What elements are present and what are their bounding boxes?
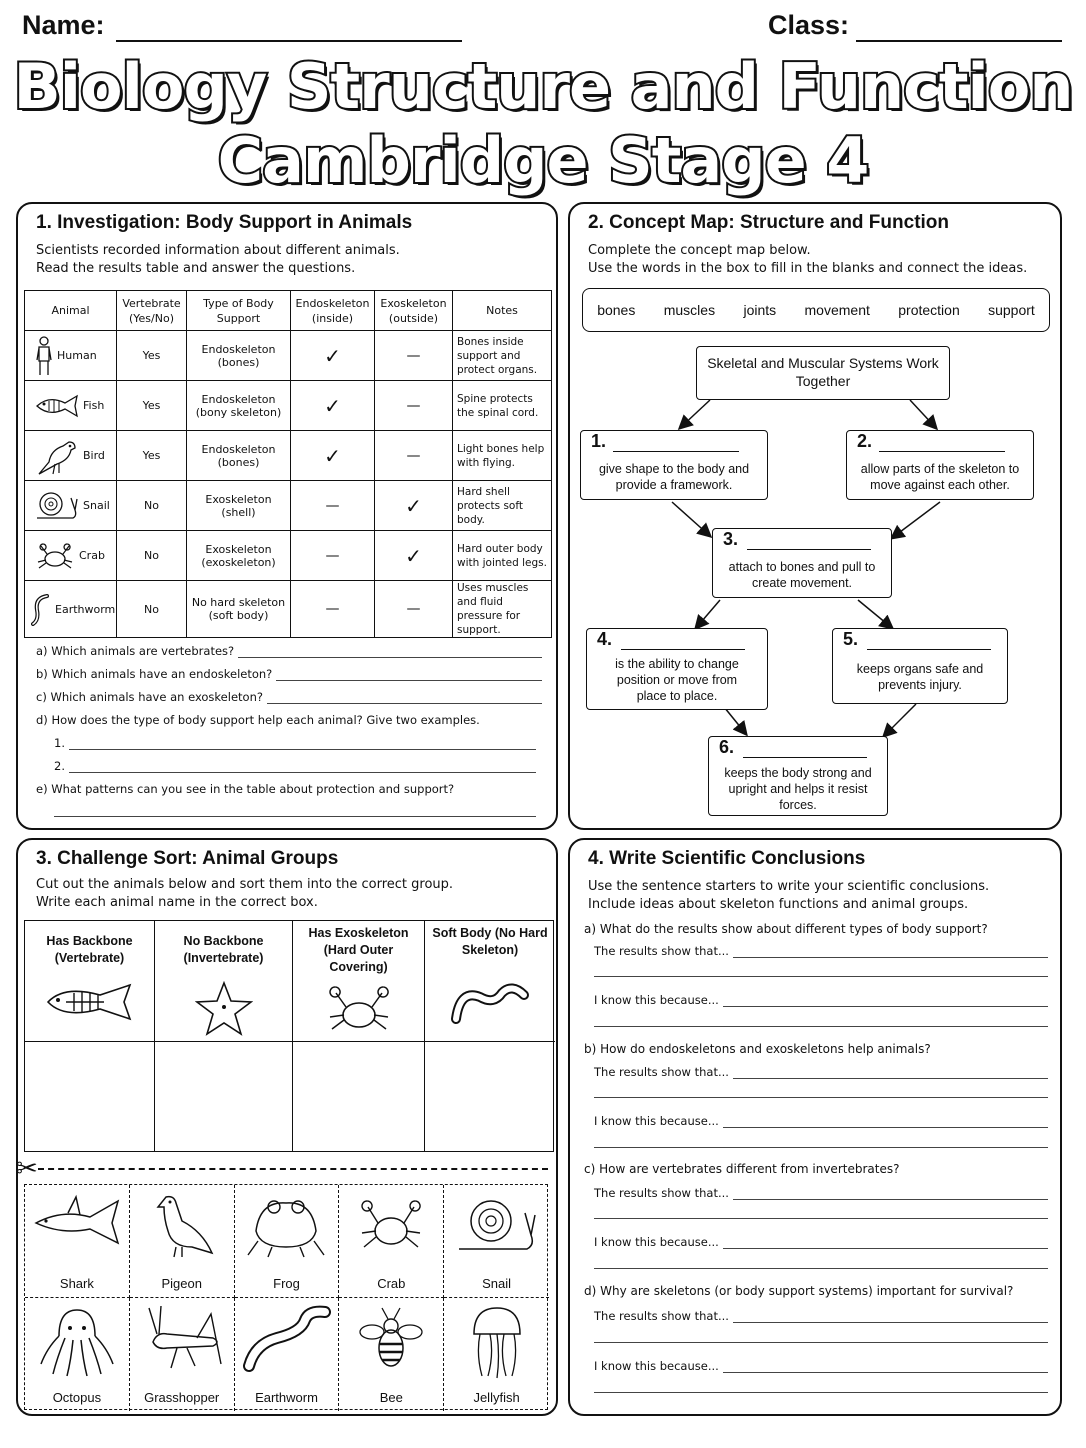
concept-box-5: 5. keeps organs safe and prevents injury.	[832, 628, 1008, 704]
col-header: Vertebrate (Yes/No)	[117, 291, 187, 331]
answer-line[interactable]	[69, 738, 536, 750]
answer-line[interactable]	[733, 1311, 1048, 1323]
vertebrate-value: No	[117, 531, 187, 581]
notes: Light bones help with flying.	[453, 431, 552, 481]
earthworm-icon	[31, 592, 51, 626]
vertebrate-value: No	[117, 581, 187, 638]
notes: Spine protects the spinal cord.	[453, 381, 552, 431]
table-row	[25, 331, 552, 381]
section-investigation	[16, 202, 558, 830]
support-type: No hard skeleton (soft body)	[187, 581, 291, 638]
card-snail[interactable]: Snail	[444, 1185, 549, 1298]
answer-line[interactable]	[733, 946, 1048, 958]
starter-because: I know this because...	[594, 1235, 1048, 1249]
question-a: a) Which animals are vertebrates?	[36, 644, 542, 658]
frog-icon	[246, 1191, 326, 1261]
notes: Uses muscles and fluid pressure for support.	[453, 581, 552, 638]
notes: Hard outer body with jointed legs.	[453, 531, 552, 581]
vertebrate-value: Yes	[117, 431, 187, 481]
crab-icon	[356, 1191, 426, 1257]
answer-line[interactable]	[276, 669, 542, 681]
answer-line[interactable]	[594, 1342, 1048, 1343]
animal-name: Human	[57, 349, 97, 362]
endoskeleton-mark: ✓	[291, 331, 375, 381]
fish-icon	[35, 393, 79, 419]
card-frog[interactable]: Frog	[235, 1185, 340, 1298]
conclusion-question-d: d) Why are skeletons (or body support systems) important for survival?	[584, 1284, 1014, 1298]
answer-line[interactable]	[594, 1268, 1048, 1269]
question-b: b) Which animals have an endoskeleton?	[36, 667, 542, 681]
animal-name: Earthworm	[55, 602, 116, 616]
answer-line[interactable]	[594, 1147, 1048, 1148]
concept-top-box: Skeletal and Muscular Systems Work Together	[696, 346, 950, 400]
support-type: Endoskeleton (bony skeleton)	[187, 381, 291, 431]
col-header: Animal	[25, 291, 117, 331]
scissors-icon: ✂	[16, 1154, 38, 1184]
class-label: Class:	[768, 10, 850, 40]
group-vertebrate[interactable]: Has Backbone (Vertebrate)	[25, 921, 155, 1151]
cut-line	[38, 1168, 548, 1170]
blank-4[interactable]	[621, 649, 745, 650]
blank-3[interactable]	[747, 549, 871, 550]
section-3-title: 3. Challenge Sort: Animal Groups	[36, 848, 339, 869]
question-e: e) What patterns can you see in the table about protection and support?	[36, 782, 455, 796]
concept-box-2: 2. allow parts of the skeleton to move against each other.	[846, 430, 1034, 500]
results-table	[24, 290, 552, 638]
support-type: Endoskeleton (bones)	[187, 331, 291, 381]
group-exoskeleton[interactable]: Has Exoskeleton (Hard Outer Covering)	[293, 921, 425, 1151]
starter-results: The results show that...	[594, 1186, 1048, 1200]
word: joints	[743, 302, 777, 318]
answer-line[interactable]	[733, 1188, 1048, 1200]
word: bones	[597, 302, 636, 318]
card-jellyfish[interactable]: Jellyfish	[444, 1298, 549, 1411]
starter-results: The results show that...	[594, 944, 1048, 958]
exoskeleton-mark: —	[375, 331, 453, 381]
section-2-title: 2. Concept Map: Structure and Function	[588, 212, 950, 233]
answer-line[interactable]	[723, 1237, 1048, 1249]
word: movement	[804, 302, 870, 318]
blank-1[interactable]	[613, 451, 739, 452]
section-2-intro-2: Use the words in the box to fill in the blanks and connect the ideas.	[588, 261, 1028, 276]
snail-icon	[35, 490, 79, 522]
bee-icon	[356, 1304, 426, 1374]
name-label: Name:	[22, 10, 105, 40]
header	[22, 10, 1064, 44]
question-d-line-2: 2.	[54, 759, 536, 773]
table-row	[25, 531, 552, 581]
conclusion-question-c: c) How are vertebrates different from invertebrates?	[584, 1162, 900, 1176]
answer-line[interactable]	[238, 646, 542, 658]
card-crab[interactable]: Crab	[339, 1185, 444, 1298]
endoskeleton-mark: ✓	[291, 431, 375, 481]
animal-name: Crab	[79, 549, 105, 562]
blank-6[interactable]	[743, 757, 867, 758]
starter-because: I know this because...	[594, 1114, 1048, 1128]
section-3-intro-2: Write each animal name in the correct box.	[36, 895, 318, 910]
endoskeleton-mark: ✓	[291, 381, 375, 431]
word: muscles	[663, 302, 716, 318]
section-1-title: 1. Investigation: Body Support in Animals	[36, 212, 413, 233]
concept-box-6: 6. keeps the body strong and upright and helps it resist forces.	[708, 736, 888, 816]
shark-icon	[32, 1191, 122, 1251]
endoskeleton-mark: —	[291, 581, 375, 638]
question-d: d) How does the type of body support help each animal? Give two examples.	[36, 713, 480, 727]
jellyfish-icon	[462, 1304, 532, 1380]
snail-icon	[455, 1191, 539, 1255]
starfish-icon	[195, 981, 253, 1037]
table-row	[25, 581, 552, 638]
section-1-intro-1: Scientists recorded information about different animals.	[36, 243, 400, 258]
section-4-intro-2: Include ideas about skeleton functions and animal groups.	[588, 897, 969, 912]
bird-icon	[35, 436, 79, 476]
table-row	[25, 481, 552, 531]
answer-line[interactable]	[54, 816, 536, 817]
col-header: Type of Body Support	[187, 291, 291, 331]
vertebrate-value: No	[117, 481, 187, 531]
starter-because: I know this because...	[594, 1359, 1048, 1373]
worm-icon	[450, 981, 530, 1027]
section-challenge-sort	[16, 838, 558, 1416]
octopus-icon	[37, 1304, 117, 1380]
question-c: c) Which animals have an exoskeleton?	[36, 690, 542, 704]
exoskeleton-mark: ✓	[375, 481, 453, 531]
title-line-1: Biology Structure and Function	[13, 50, 1073, 123]
answer-line[interactable]	[594, 1026, 1048, 1027]
support-type: Endoskeleton (bones)	[187, 431, 291, 481]
sort-grid	[24, 920, 554, 1152]
section-conclusions	[568, 838, 1062, 1416]
animal-name: Snail	[83, 499, 110, 512]
crab-icon	[35, 540, 75, 572]
answer-line[interactable]	[723, 995, 1048, 1007]
word: support	[988, 302, 1035, 318]
card-pigeon[interactable]: Pigeon	[130, 1185, 235, 1298]
support-type: Exoskeleton (shell)	[187, 481, 291, 531]
answer-line[interactable]	[69, 761, 536, 773]
concept-box-4: 4. is the ability to change position or move from place to place.	[586, 628, 768, 710]
section-2-intro-1: Complete the concept map below.	[588, 243, 811, 258]
card-bee[interactable]: Bee	[339, 1298, 444, 1411]
answer-line[interactable]	[594, 1218, 1048, 1219]
answer-line[interactable]	[733, 1067, 1048, 1079]
notes: Bones inside support and protect organs.	[453, 331, 552, 381]
blank-5[interactable]	[867, 649, 991, 650]
human-icon	[35, 336, 53, 376]
exoskeleton-mark: —	[375, 381, 453, 431]
concept-box-1: 1. give shape to the body and provide a framework.	[580, 430, 768, 500]
section-concept-map	[568, 202, 1062, 830]
word: protection	[898, 302, 960, 318]
animal-name: Fish	[83, 399, 105, 412]
col-header: Exoskeleton (outside)	[375, 291, 453, 331]
card-octopus[interactable]: Octopus	[25, 1298, 130, 1411]
card-earthworm[interactable]: Earthworm	[235, 1298, 340, 1411]
concept-box-3: 3. attach to bones and pull to create movement.	[712, 528, 892, 598]
conclusion-question-b: b) How do endoskeletons and exoskeletons help animals?	[584, 1042, 931, 1056]
animal-name: Bird	[83, 449, 105, 462]
table-row	[25, 381, 552, 431]
section-3-intro-1: Cut out the animals below and sort them into the correct group.	[36, 877, 454, 892]
table-row	[25, 431, 552, 481]
card-grasshopper[interactable]: Grasshopper	[130, 1298, 235, 1411]
pigeon-icon	[142, 1191, 222, 1261]
answer-line[interactable]	[594, 1392, 1048, 1393]
col-header: Endoskeleton (inside)	[291, 291, 375, 331]
vertebrate-value: Yes	[117, 381, 187, 431]
class-field[interactable]	[856, 40, 1062, 42]
endoskeleton-mark: —	[291, 481, 375, 531]
grid-divider	[25, 1041, 555, 1042]
answer-line[interactable]	[594, 976, 1048, 977]
answer-line[interactable]	[594, 1097, 1048, 1098]
starter-results: The results show that...	[594, 1065, 1048, 1079]
title-line-2: Cambridge Stage 4	[217, 124, 869, 197]
exoskeleton-mark: ✓	[375, 531, 453, 581]
exoskeleton-mark: —	[375, 581, 453, 638]
blank-2[interactable]	[879, 451, 1005, 452]
support-type: Exoskeleton (exoskeleton)	[187, 531, 291, 581]
section-4-intro-1: Use the sentence starters to write your scientific conclusions.	[588, 879, 990, 894]
earthworm-icon	[241, 1304, 331, 1374]
group-soft-body[interactable]: Soft Body (No Hard Skeleton)	[425, 921, 555, 1151]
section-1-intro-2: Read the results table and answer the questions.	[36, 261, 356, 276]
answer-line[interactable]	[723, 1116, 1048, 1128]
group-invertebrate[interactable]: No Backbone (Invertebrate)	[155, 921, 293, 1151]
card-shark[interactable]: Shark	[25, 1185, 130, 1298]
animal-cards	[24, 1184, 548, 1410]
section-4-title: 4. Write Scientific Conclusions	[588, 848, 866, 869]
exoskeleton-mark: —	[375, 431, 453, 481]
answer-line[interactable]	[267, 692, 542, 704]
starter-because: I know this because...	[594, 993, 1048, 1007]
fish-skeleton-icon	[44, 981, 136, 1023]
conclusion-question-a: a) What do the results show about different types of body support?	[584, 922, 988, 936]
grasshopper-icon	[137, 1304, 227, 1374]
notes: Hard shell protects soft body.	[453, 481, 552, 531]
vertebrate-value: Yes	[117, 331, 187, 381]
col-header: Notes	[453, 291, 552, 331]
question-d-line-1: 1.	[54, 736, 536, 750]
answer-line[interactable]	[723, 1361, 1048, 1373]
crab-icon	[324, 981, 394, 1037]
name-field[interactable]	[116, 40, 462, 42]
endoskeleton-mark: —	[291, 531, 375, 581]
starter-results: The results show that...	[594, 1309, 1048, 1323]
